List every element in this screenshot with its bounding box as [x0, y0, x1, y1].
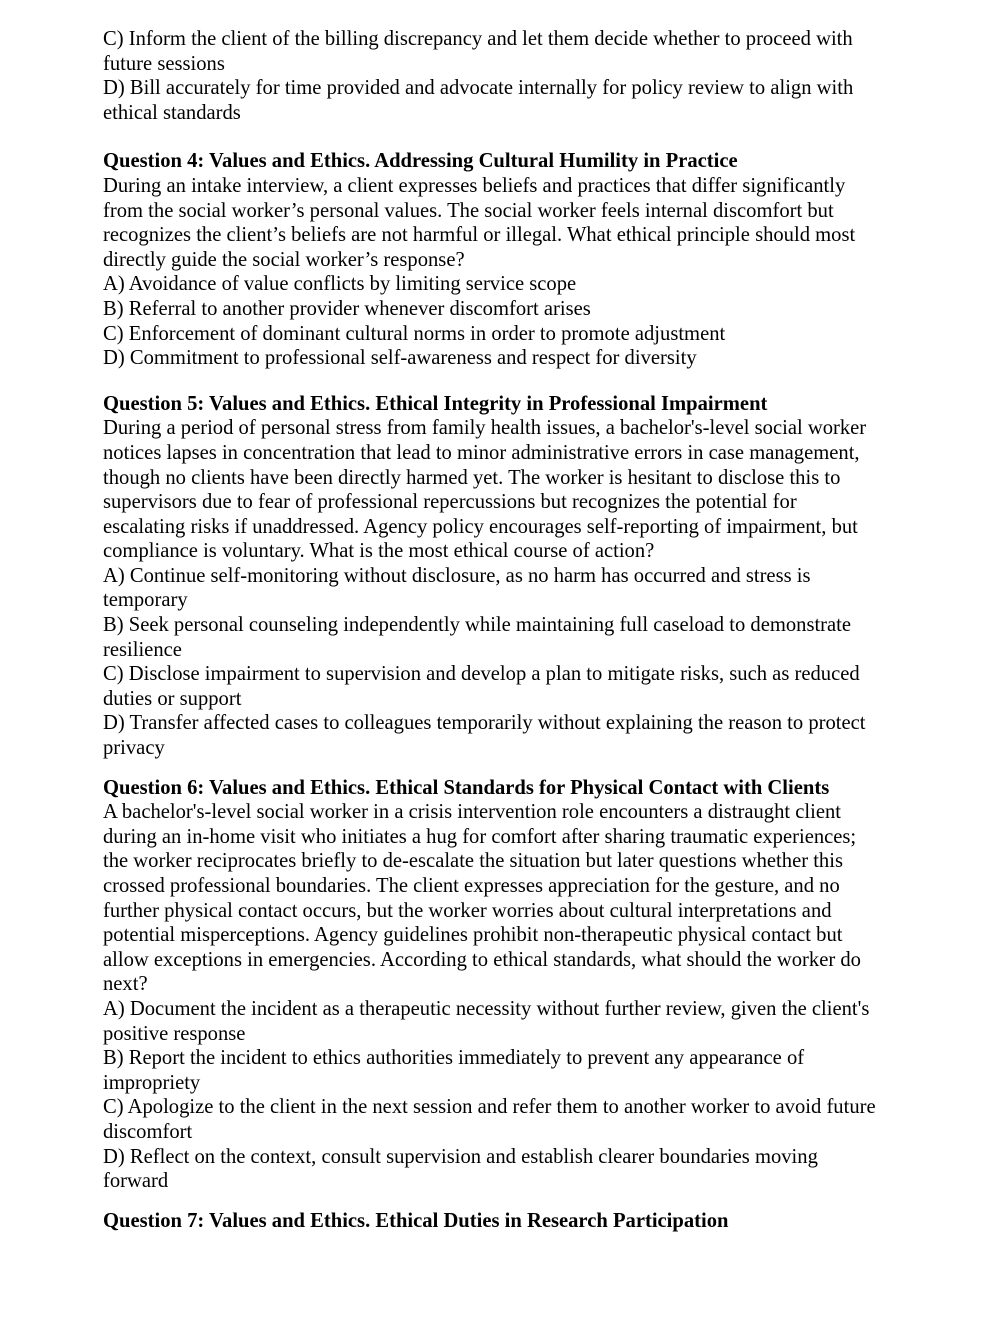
option-b: B) Report the incident to ethics authorities immediately to prevent any appearance of	[103, 1047, 805, 1070]
question-4	[103, 149, 913, 370]
question-stem-line: from the social worker’s personal values. The social worker feels internal discomfort but	[103, 199, 834, 222]
option-b-cont: impropriety	[103, 1071, 201, 1094]
question-title: Question 7: Values and Ethics. Ethical Duties in Research Participation	[103, 1209, 729, 1232]
option-d-cont: forward	[103, 1170, 169, 1193]
option-c: C) Apologize to the client in the next session and refer them to another worker to avoid future	[103, 1096, 876, 1119]
option-c-cont: duties or support	[103, 687, 242, 710]
option-b: B) Referral to another provider whenever discomfort arises	[103, 297, 591, 320]
question-stem-line: notices lapses in concentration that lead to minor administrative errors in case management,	[103, 441, 860, 464]
option-d-cont: privacy	[103, 737, 165, 760]
option-a: A) Document the incident as a therapeutic necessity without further review, given the client's	[103, 997, 870, 1020]
question-7	[103, 1209, 913, 1234]
question-stem-line: A bachelor's-level social worker in a crisis intervention role encounters a distraught client	[103, 801, 841, 824]
option-c: C) Enforcement of dominant cultural norms in order to promote adjustment	[103, 322, 726, 345]
question-stem-line: compliance is voluntary. What is the most ethical course of action?	[103, 540, 655, 563]
option-c-cont: discomfort	[103, 1120, 193, 1143]
question-stem-line: further physical contact occurs, but the worker worries about cultural interpretations and	[103, 899, 832, 922]
spacer	[103, 761, 913, 776]
question-title: Question 4: Values and Ethics. Addressing Cultural Humility in Practice	[103, 150, 738, 173]
option-a: A) Avoidance of value conflicts by limiting service scope	[103, 273, 577, 296]
question-stem-line: allow exceptions in emergencies. According to ethical standards, what should the worker do	[103, 948, 861, 971]
question-stem-line: the worker reciprocates briefly to de-escalate the situation but later questions whether this	[103, 850, 843, 873]
question-title: Question 6: Values and Ethics. Ethical Standards for Physical Contact with Clients	[103, 776, 830, 799]
question-stem-line: during an in-home visit who initiates a hug for comfort after sharing traumatic experiences;	[103, 825, 857, 848]
question-stem-line: During a period of personal stress from family health issues, a bachelor's-level social worker	[103, 417, 867, 440]
spacer	[103, 125, 913, 149]
option-d: D) Reflect on the context, consult supervision and establish clearer boundaries moving	[103, 1145, 818, 1168]
option-b: B) Seek personal counseling independently while maintaining full caseload to demonstrate	[103, 614, 852, 637]
spacer	[103, 1194, 913, 1209]
question-stem-line: next?	[103, 973, 148, 996]
question-stem-line: though no clients have been directly harmed yet. The worker is hesitant to disclose this to	[103, 466, 841, 489]
option-line: future sessions	[103, 52, 225, 75]
option-line: ethical standards	[103, 101, 241, 124]
option-item	[103, 27, 913, 76]
question-stem-line: crossed professional boundaries. The client expresses appreciation for the gesture, and no	[103, 875, 840, 897]
question-title: Question 5: Values and Ethics. Ethical Integrity in Professional Impairment	[103, 392, 768, 415]
question-stem-line: During an intake interview, a client expresses beliefs and practices that differ significantly	[103, 174, 846, 197]
question-stem-line: escalating risks if unaddressed. Agency policy encourages self-reporting of impairment, but	[103, 515, 858, 538]
option-d: D) Transfer affected cases to colleagues temporarily without explaining the reason to protect	[103, 712, 866, 735]
spacer	[103, 371, 913, 392]
question-5	[103, 392, 913, 761]
question-stem-line: recognizes the client’s beliefs are not harmful or illegal. What ethical principle should most	[103, 224, 856, 247]
document-page	[103, 27, 913, 1233]
option-line: C) Inform the client of the billing discrepancy and let them decide whether to proceed with	[103, 28, 853, 50]
continued-options	[103, 27, 913, 125]
option-b-cont: resilience	[103, 638, 182, 661]
question-stem-line: supervisors due to fear of professional repercussions but recognizes the potential for	[103, 491, 797, 514]
option-a-cont: positive response	[103, 1022, 246, 1045]
question-stem-line: potential misperceptions. Agency guidelines prohibit non-therapeutic physical contact but	[103, 924, 843, 947]
option-a-cont: temporary	[103, 589, 188, 612]
option-d: D) Commitment to professional self-awareness and respect for diversity	[103, 347, 697, 370]
option-a: A) Continue self-monitoring without disclosure, as no harm has occurred and stress is	[103, 564, 811, 587]
question-6	[103, 776, 913, 1194]
option-c: C) Disclose impairment to supervision and develop a plan to mitigate risks, such as reduced	[103, 663, 860, 686]
option-item	[103, 76, 913, 125]
question-stem-line: directly guide the social worker’s response?	[103, 248, 465, 271]
option-line: D) Bill accurately for time provided and advocate internally for policy review to align with	[103, 77, 854, 100]
